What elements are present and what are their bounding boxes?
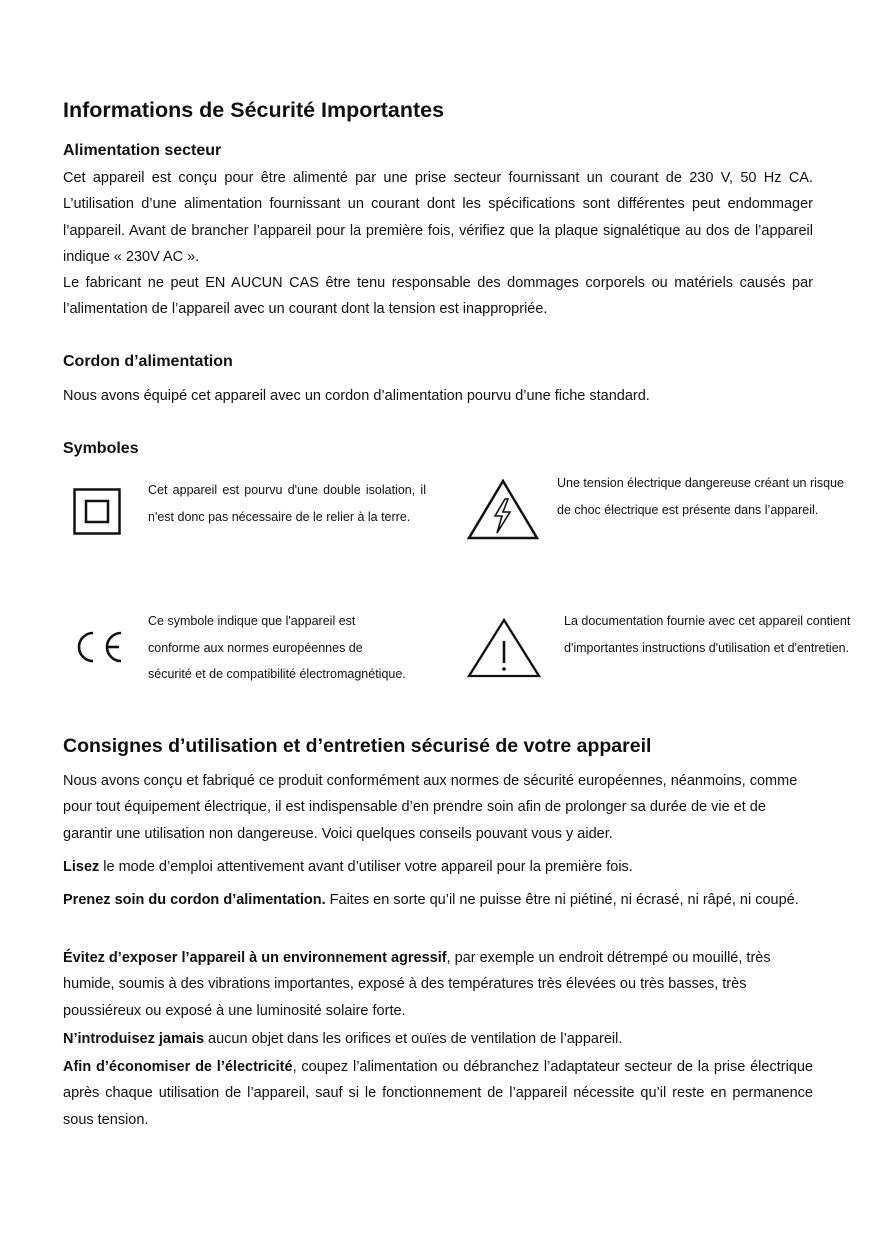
tip-read-manual <box>63 854 813 880</box>
tip-bold: Prenez soin du cordon d’alimentation. <box>63 892 326 908</box>
tip-bold: N’introduisez jamais <box>63 1031 205 1047</box>
tip-environment <box>63 945 813 1024</box>
tip-text: aucun objet dans les orifices et ouïes de ventilation de l’appareil. <box>204 1031 623 1047</box>
tip-text: le mode d’emploi attentivement avant d’utiliser votre appareil pour la première fois. <box>99 859 633 875</box>
tip-ventilation <box>63 1026 813 1052</box>
tip-power-cord <box>63 887 813 913</box>
double-insulation-icon <box>73 488 121 535</box>
lightning-warning-icon <box>467 478 539 540</box>
tip-text: , par exemple un endroit détrempé ou mouillé, très humide, soumis à des vibrations importantes, exposé à des températures très élevées ou très basses, très poussiéreux ou exposé à une luminosité solaire forte. <box>63 950 771 1019</box>
page-title: Informations de Sécurité Importantes <box>63 98 445 122</box>
tip-text: , coupez l’alimentation ou débranchez l’adaptateur secteur de la prise électrique après chaque utilisation de l’appareil, sauf si le fonctionnement de l’appareil nécessite qu’il reste en permanence sous tension. <box>63 1059 813 1128</box>
ce-mark-icon <box>67 629 125 665</box>
usage-heading: Consignes d’utilisation et d’entretien sécurisé de votre appareil <box>63 735 652 757</box>
power-heading: Alimentation secteur <box>63 142 222 159</box>
tip-text: Faites en sorte qu’il ne puisse être ni piétiné, ni écrasé, ni râpé, ni coupé. <box>325 892 799 908</box>
power-paragraph-2: Le fabricant ne peut EN AUCUN CAS être tenu responsable des dommages corporels ou matériels causés par l’alimentation de l’appareil avec un courant dont la tension est inappropriée. <box>63 275 813 318</box>
symbol-double-insulation-text: Cet appareil est pourvu d'une double isolation, il n'est donc pas nécessaire de le relier à la terre. <box>148 483 426 524</box>
exclamation-warning-icon <box>467 617 541 679</box>
cord-paragraph: Nous avons équipé cet appareil avec un cordon d’alimentation pourvu d’une fiche standard. <box>63 388 650 404</box>
usage-intro: Nous avons conçu et fabriqué ce produit conformément aux normes de sécurité européennes, néanmoins, comme pour tout équipement électrique, il est indispensable d’en prendre soin afin de prolonger sa durée de vie et de garantir une utilisation non dangereuse. Voici quelques conseils pouvant vous y aider. <box>63 773 798 842</box>
symbol-ce-text: Ce symbole indique que l'appareil est conforme aux normes européennes de sécurité et de compatibilité électromagnétique. <box>148 614 406 681</box>
symbol-lightning-text: Une tension électrique dangereuse créant un risque de choc électrique est présente dans l’appareil. <box>557 476 844 517</box>
power-paragraph-1: Cet appareil est conçu pour être alimenté par une prise secteur fournissant un courant de 230 V, 50 Hz CA. L’utilisation d’une alimentation fournissant un courant dont les spécifications sont différentes peut endommager l’appareil. Avant de brancher l’appareil pour la première fois, vérifiez que la plaque signalétique au dos de l’appareil indique « 230V AC ». <box>63 170 813 265</box>
symbol-exclamation-text: La documentation fournie avec cet appareil contient d'importantes instructions d'utilisation et d'entretien. <box>564 614 851 655</box>
tip-bold: Afin d’économiser de l’électricité <box>63 1059 293 1075</box>
tip-bold: Lisez <box>63 859 100 875</box>
tip-save-electricity <box>63 1054 813 1133</box>
symbols-heading: Symboles <box>63 440 139 457</box>
cord-heading: Cordon d’alimentation <box>63 353 233 370</box>
tip-bold: Évitez d’exposer l’appareil à un environnement agressif <box>63 950 447 966</box>
